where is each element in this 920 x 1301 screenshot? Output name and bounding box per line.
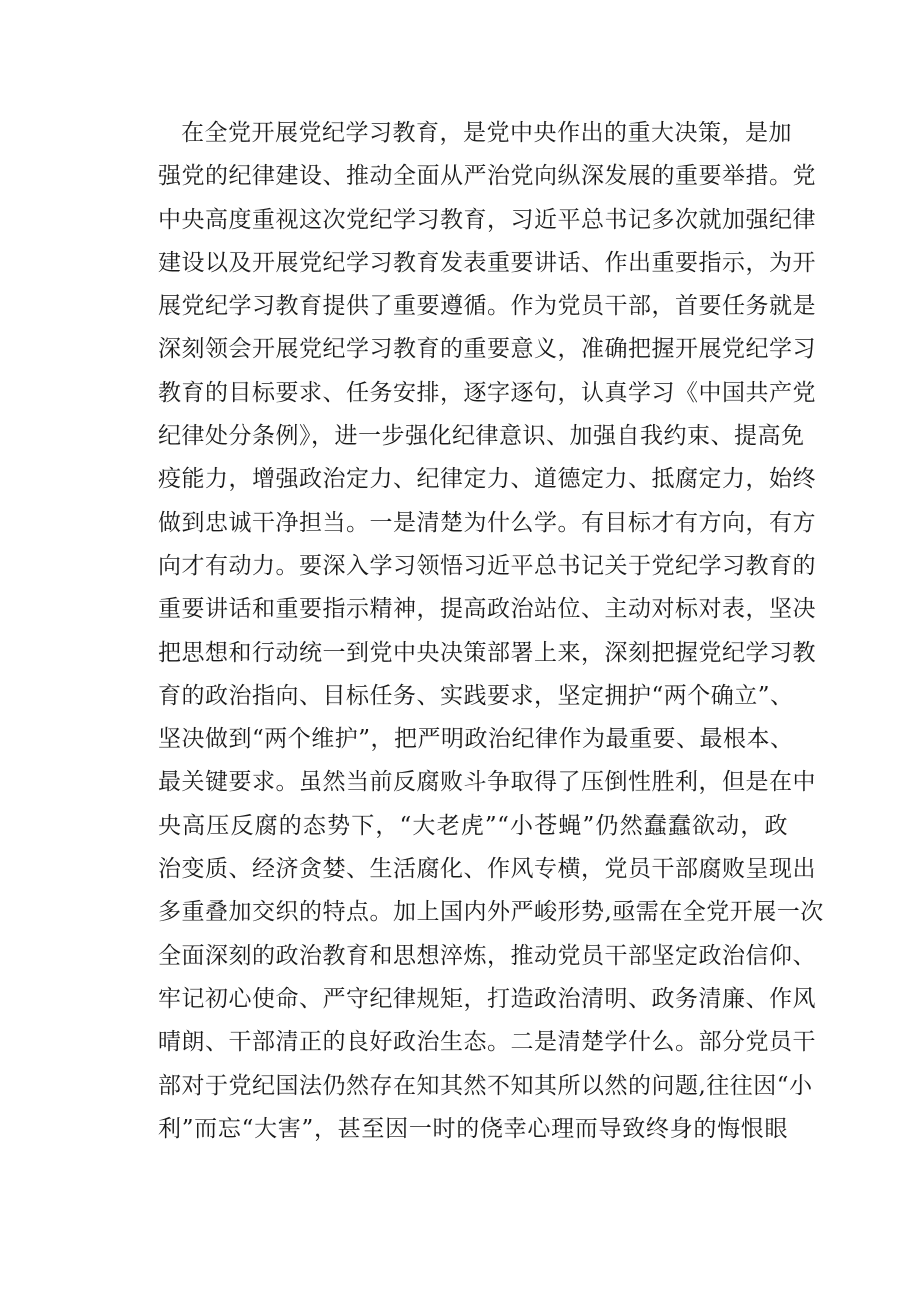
- paragraph-line: 教育的目标要求、任务安排，逐字逐句，认真学习《中国共产党: [158, 379, 816, 406]
- paragraph-line: 坚决做到“两个维护”，把严明政治纪律作为最重要、最根本、: [158, 726, 794, 753]
- paragraph-line: 利”而忘“大害”，甚至因一时的侥幸心理而导致终身的悔恨眼: [158, 1115, 788, 1142]
- paragraph-line: 疫能力，增强政治定力、纪律定力、道德定力、抵腐定力，始终: [158, 466, 816, 493]
- paragraph-line: 最关键要求。虽然当前反腐败斗争取得了压倒性胜利，但是在中: [158, 769, 816, 796]
- paragraph-line: 育的政治指向、目标任务、实践要求，坚定拥护“两个确立”、: [158, 682, 794, 709]
- paragraph-line: 深刻领会开展党纪学习教育的重要意义，准确把握开展党纪学习: [158, 336, 816, 363]
- paragraph-line: 做到忠诚干净担当。一是清楚为什么学。有目标才有方向，有方: [158, 509, 816, 536]
- paragraph-line: 晴朗、干部清正的良好政治生态。二是清楚学什么。部分党员干: [158, 1029, 816, 1056]
- paragraph-line: 中央高度重视这次党纪学习教育，习近平总书记多次就加强纪律: [158, 206, 816, 233]
- paragraph-line: 向才有动力。要深入学习领悟习近平总书记关于党纪学习教育的: [158, 552, 816, 579]
- paragraph-line: 部对于党纪国法仍然存在知其然不知其所以然的问题,往往因“小: [158, 1072, 813, 1099]
- paragraph-line: 强党的纪律建设、推动全面从严治党向纵深发展的重要举措。党: [158, 163, 816, 190]
- paragraph-line: 重要讲话和重要指示精神，提高政治站位、主动对标对表，坚决: [158, 596, 816, 623]
- paragraph-line: 央高压反腐的态势下，“大老虎”“小苍蝇”仍然蠢蠢欲动，政: [158, 812, 788, 839]
- paragraph-line: 多重叠加交织的特点。加上国内外严峻形势,亟需在全党开展一次: [158, 899, 824, 926]
- paragraph-line: 展党纪学习教育提供了重要遵循。作为党员干部，首要任务就是: [158, 293, 816, 320]
- paragraph-line: 在全党开展党纪学习教育，是党中央作出的重大决策，是加: [181, 120, 792, 146]
- paragraph-line: 牢记初心使命、严守纪律规矩，打造政治清明、政务清廉、作风: [158, 985, 816, 1012]
- paragraph-line: 把思想和行动统一到党中央决策部署上来，深刻把握党纪学习教: [158, 639, 816, 666]
- body-paragraph: [158, 112, 824, 1151]
- paragraph-line: 全面深刻的政治教育和思想淬炼，推动党员干部坚定政治信仰、: [158, 942, 816, 969]
- paragraph-line: 建设以及开展党纪学习教育发表重要讲话、作出重要指示，为开: [158, 249, 816, 276]
- paragraph-line: 治变质、经济贪婪、生活腐化、作风专横，党员干部腐败呈现出: [158, 856, 816, 883]
- paragraph-line: 纪律处分条例》，进一步强化纪律意识、加强自我约束、提高免: [158, 423, 805, 450]
